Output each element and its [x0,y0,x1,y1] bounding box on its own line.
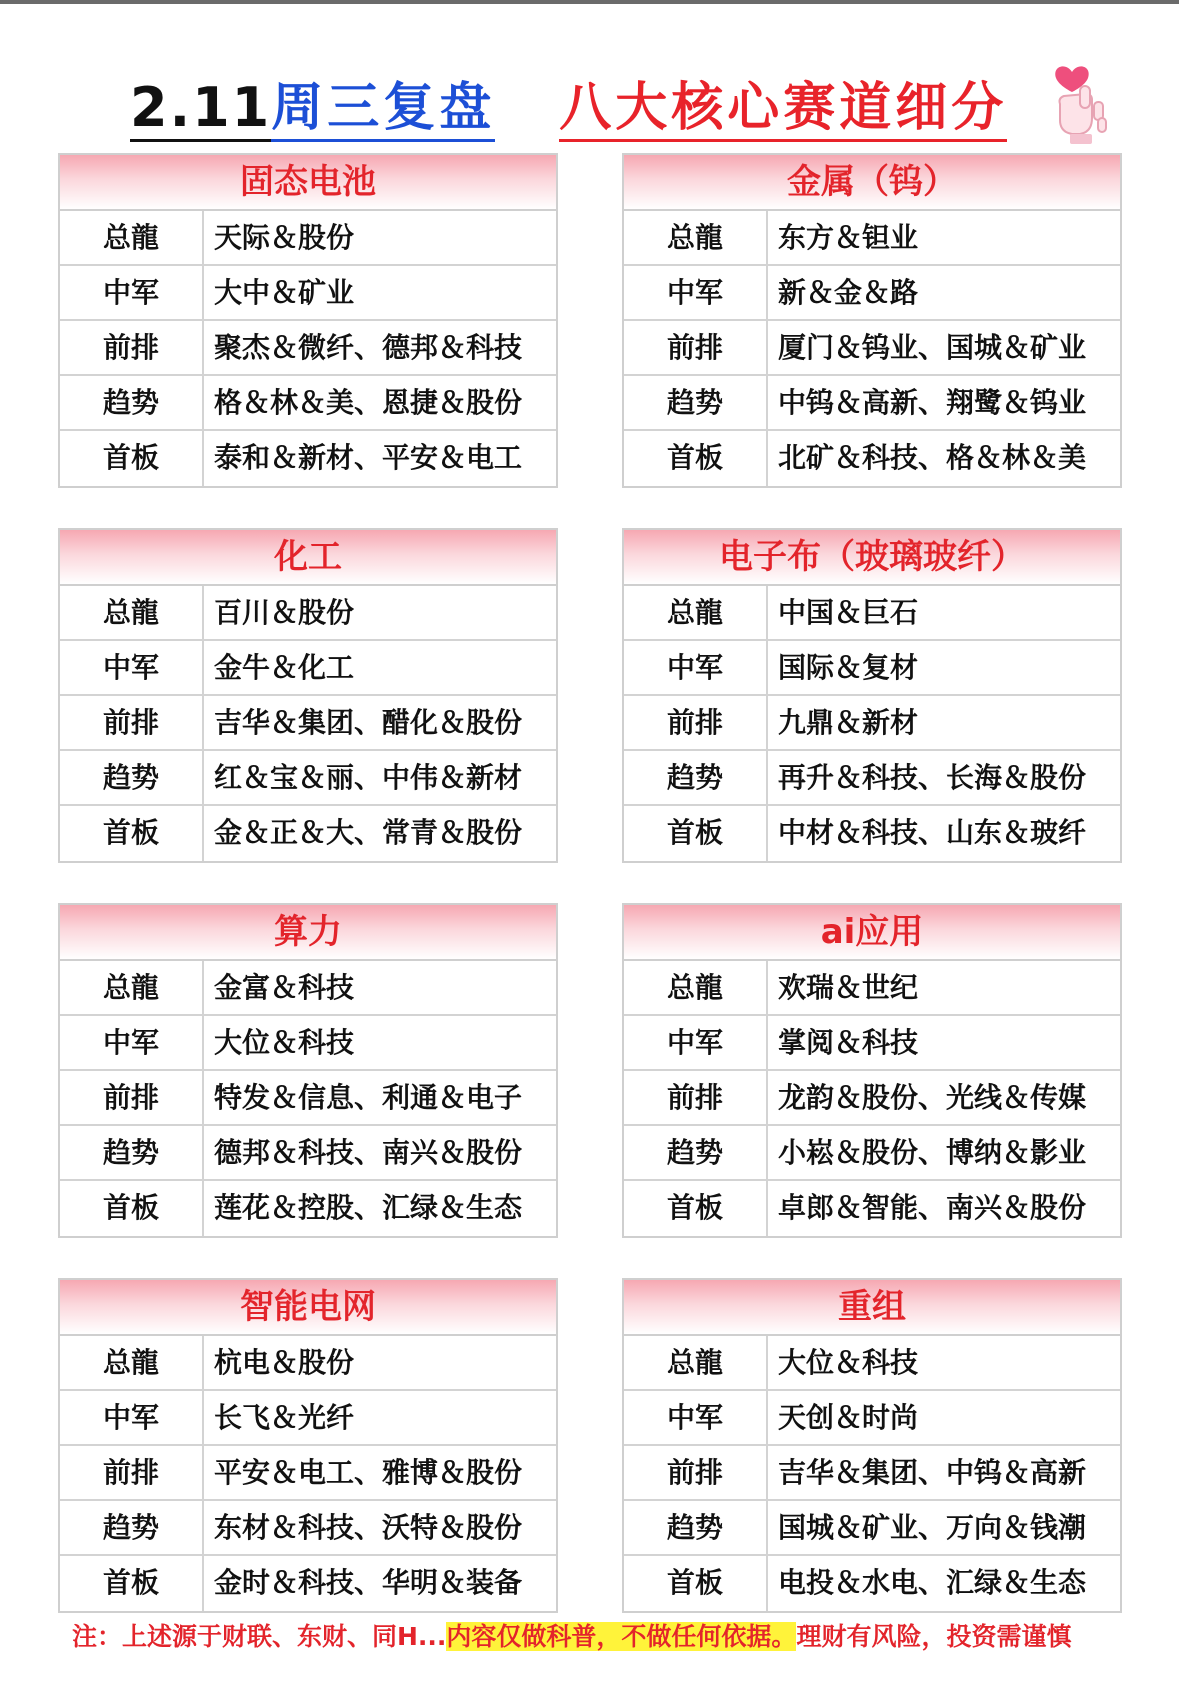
table-row [624,1556,1120,1611]
title-subtitle: 周三复盘 [271,77,495,142]
stock-names: 天创＆时尚 [778,1401,919,1434]
table-row [60,1016,556,1071]
stock-names: 金牛＆化工 [214,651,355,684]
sector-title: 固态电池 [60,155,556,211]
role-label: 趋势 [60,376,204,429]
sector-table-restructuring [622,1278,1122,1613]
sector-table-computing-power [58,903,558,1238]
table-row [60,961,556,1016]
stock-names: 中国＆巨石 [778,596,919,629]
role-label: 趋势 [60,1501,204,1554]
sector-title: 算力 [60,905,556,961]
stock-names: 卓郎＆智能、南兴＆股份 [778,1191,1087,1224]
stock-names: 长飞＆光纤 [214,1401,355,1434]
sector-table-electronic-fabric [622,528,1122,863]
heart-finger-hand-icon [1042,58,1120,148]
stock-names: 平安＆电工、雅博＆股份 [214,1456,523,1489]
table-row [60,1071,556,1126]
role-label: 总龍 [624,961,768,1014]
table-row [624,321,1120,376]
table-row [624,961,1120,1016]
role-label: 中军 [60,1016,204,1069]
sector-table-ai-application [622,903,1122,1238]
stock-names: 聚杰＆微纤、德邦＆科技 [214,331,523,364]
table-row [60,1556,556,1611]
sector-title: 金属（钨） [624,155,1120,211]
stock-names: 中钨＆高新、翔鹭＆钨业 [778,386,1087,419]
table-row [60,266,556,321]
stock-names: 格＆林＆美、恩捷＆股份 [214,386,523,419]
role-label: 首板 [624,1556,768,1611]
table-row [60,431,556,486]
sector-table-chemical [58,528,558,863]
sector-title: 智能电网 [60,1280,556,1336]
table-row [624,1181,1120,1236]
table-row [624,696,1120,751]
role-label: 总龍 [624,1336,768,1389]
role-label: 中军 [624,1391,768,1444]
stock-names: 吉华＆集团、中钨＆高新 [778,1456,1087,1489]
title-main: 八大核心赛道细分 [559,77,1007,142]
note-highlight: 内容仅做科普，不做任何依据。 [446,1622,797,1651]
role-label: 趋势 [624,1126,768,1179]
table-row [624,1071,1120,1126]
role-label: 前排 [60,1071,204,1124]
sector-table-tungsten [622,153,1122,488]
table-row [60,1181,556,1236]
stock-names: 德邦＆科技、南兴＆股份 [214,1136,523,1169]
role-label: 前排 [624,1446,768,1499]
stock-names: 龙韵＆股份、光线＆传媒 [778,1081,1087,1114]
stock-names: 中材＆科技、山东＆玻纤 [778,816,1087,849]
stock-names: 百川＆股份 [214,596,355,629]
role-label: 首板 [624,806,768,861]
stock-names: 欢瑞＆世纪 [778,971,919,1004]
role-label: 前排 [60,696,204,749]
role-label: 中军 [60,266,204,319]
role-label: 首板 [60,1181,204,1236]
stock-names: 国际＆复材 [778,651,919,684]
sector-title: 重组 [624,1280,1120,1336]
table-row [624,211,1120,266]
stock-names: 电投＆水电、汇绿＆生态 [778,1566,1087,1599]
stock-names: 东材＆科技、沃特＆股份 [214,1511,523,1544]
table-row [60,1336,556,1391]
stock-names: 天际＆股份 [214,221,355,254]
table-row [624,641,1120,696]
table-row [624,431,1120,486]
table-row [624,1391,1120,1446]
table-row [60,1126,556,1181]
table-row [624,1501,1120,1556]
role-label: 首板 [624,1181,768,1236]
stock-names: 再升＆科技、长海＆股份 [778,761,1087,794]
role-label: 趋势 [624,1501,768,1554]
role-label: 总龍 [60,211,204,264]
role-label: 首板 [60,1556,204,1611]
stock-names: 杭电＆股份 [214,1346,355,1379]
page-title [130,72,1007,142]
role-label: 总龍 [60,961,204,1014]
role-label: 总龍 [624,211,768,264]
stock-names: 大位＆科技 [214,1026,355,1059]
table-row [624,1016,1120,1071]
stock-names: 小崧＆股份、博纳＆影业 [778,1136,1087,1169]
note-suffix: 理财有风险，投资需谨慎 [796,1622,1072,1651]
role-label: 首板 [624,431,768,486]
table-row [60,321,556,376]
stock-names: 东方＆钽业 [778,221,919,254]
role-label: 首板 [60,806,204,861]
stock-names: 九鼎＆新材 [778,706,919,739]
role-label: 前排 [60,321,204,374]
table-row [60,1391,556,1446]
role-label: 前排 [624,696,768,749]
role-label: 中军 [624,1016,768,1069]
role-label: 总龍 [60,1336,204,1389]
stock-names: 金＆正＆大、常青＆股份 [214,816,523,849]
table-row [624,1126,1120,1181]
stock-names: 金富＆科技 [214,971,355,1004]
stock-names: 厦门＆钨业、国城＆矿业 [778,331,1087,364]
table-row [624,376,1120,431]
disclaimer-note [72,1615,1142,1659]
role-label: 趋势 [60,1126,204,1179]
role-label: 前排 [60,1446,204,1499]
role-label: 中军 [60,641,204,694]
sector-table-smart-grid [58,1278,558,1613]
table-row [60,696,556,751]
stock-names: 莲花＆控股、汇绿＆生态 [214,1191,523,1224]
table-row [624,1446,1120,1501]
sector-title: 电子布（玻璃玻纤） [624,530,1120,586]
note-prefix: 注：上述源于财联、东财、同H... [72,1622,447,1651]
role-label: 中军 [624,641,768,694]
role-label: 中军 [624,266,768,319]
role-label: 趋势 [60,751,204,804]
role-label: 首板 [60,431,204,486]
table-row [60,376,556,431]
stock-names: 大位＆科技 [778,1346,919,1379]
table-row [60,751,556,806]
table-row [60,211,556,266]
sector-title: ai应用 [624,905,1120,961]
title-date: 2.11 [130,77,271,142]
stock-names: 红＆宝＆丽、中伟＆新材 [214,761,523,794]
role-label: 前排 [624,321,768,374]
table-row [624,266,1120,321]
stock-names: 泰和＆新材、平安＆电工 [214,441,523,474]
table-row [624,806,1120,861]
stock-names: 吉华＆集团、醋化＆股份 [214,706,523,739]
role-label: 前排 [624,1071,768,1124]
table-row [60,586,556,641]
table-row [60,806,556,861]
stock-names: 新＆金＆路 [778,276,919,309]
table-row [624,586,1120,641]
role-label: 总龍 [624,586,768,639]
role-label: 趋势 [624,376,768,429]
table-row [624,751,1120,806]
top-border [0,0,1179,4]
stock-names: 特发＆信息、利通＆电子 [214,1081,523,1114]
table-row [60,1446,556,1501]
role-label: 总龍 [60,586,204,639]
role-label: 趋势 [624,751,768,804]
stock-names: 金时＆科技、华明＆装备 [214,1566,523,1599]
stock-names: 国城＆矿业、万向＆钱潮 [778,1511,1087,1544]
sector-table-solid-state-battery [58,153,558,488]
stock-names: 北矿＆科技、格＆林＆美 [778,441,1087,474]
role-label: 中军 [60,1391,204,1444]
table-row [60,1501,556,1556]
table-row [60,641,556,696]
stock-names: 大中＆矿业 [214,276,355,309]
sector-title: 化工 [60,530,556,586]
table-row [624,1336,1120,1391]
stock-names: 掌阅＆科技 [778,1026,919,1059]
